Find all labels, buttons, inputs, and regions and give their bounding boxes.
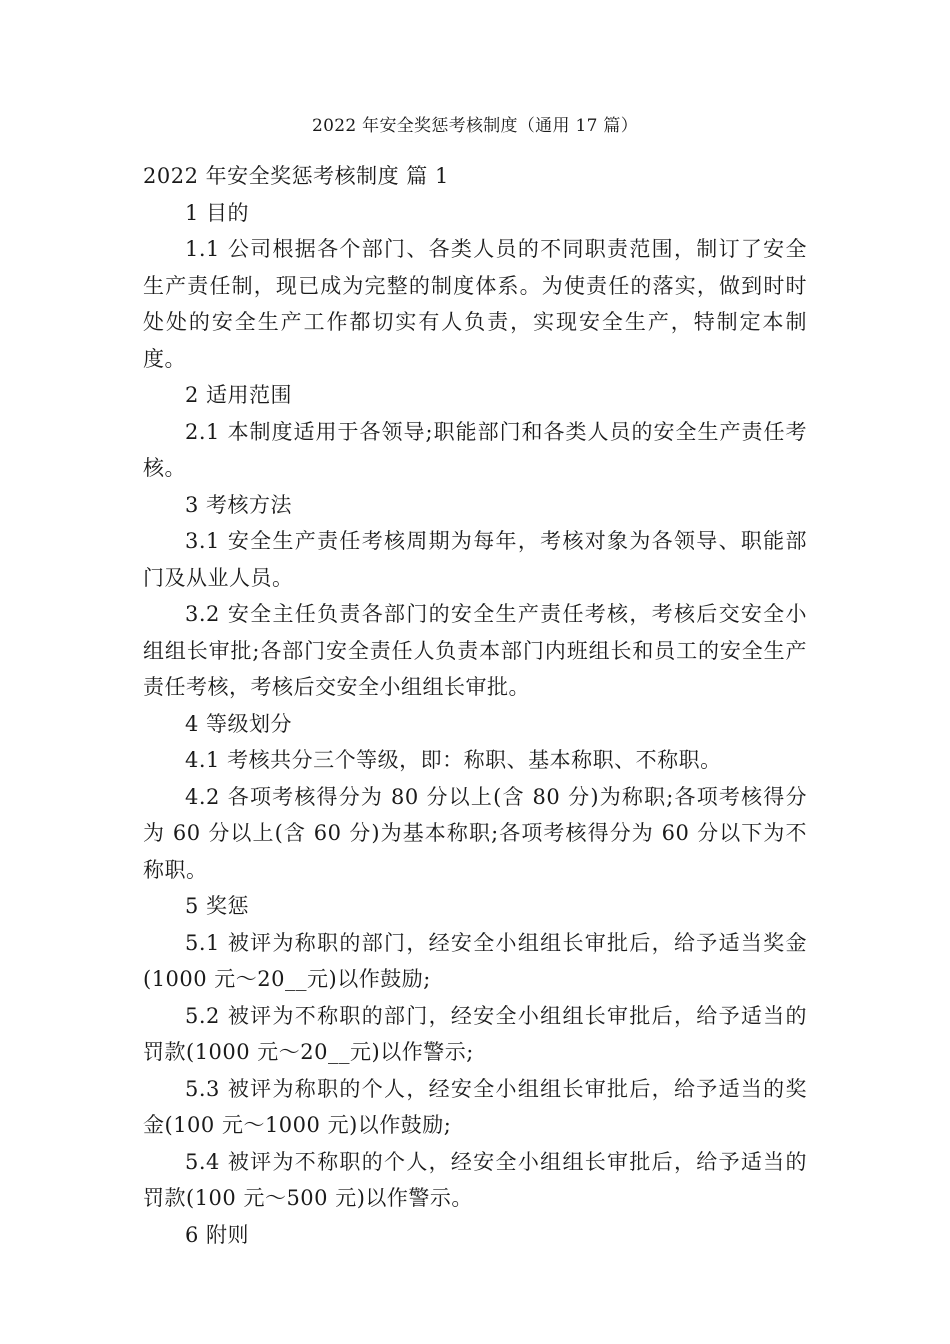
document-body [143,158,807,1253]
section-heading-appendix: 6 附则 [185,1222,250,1247]
paragraph-5-4: 5.4 被评为不称职的个人，经安全小组组长审批后，给予适当的罚款(100 元～500 元)以作警示。 [143,1149,807,1210]
document-title: 2022 年安全奖惩考核制度（通用 17 篇） [311,116,638,136]
section-heading-scope: 2 适用范围 [185,383,293,407]
section-heading-grades: 4 等级划分 [185,711,293,736]
section-heading-method: 3 考核方法 [185,492,293,517]
section-heading-rewards: 5 奖惩 [185,894,250,918]
section-heading-purpose: 1 目的 [185,200,250,225]
paragraph-5-1: 5.1 被评为称职的部门，经安全小组组长审批后，给予适当奖金(1000 元～20__元)以作鼓励; [143,930,807,991]
paragraph-4-2: 4.2 各项考核得分为 80 分以上(含 80 分)为称职;各项考核得分为 60 分以上(含 60 分)为基本称职;各项考核得分为 60 分以下为不称职。 [143,784,807,882]
paragraph-3-1: 3.1 安全生产责任考核周期为每年，考核对象为各领导、职能部门及从业人员。 [143,529,807,590]
paragraph-3-2: 3.2 安全主任负责各部门的安全生产责任考核，考核后交安全小组组长审批;各部门安全责任人负责本部门内班组长和员工的安全生产责任考核，考核后交安全小组组长审批。 [143,602,807,699]
paragraph-2-1: 2.1 本制度适用于各领导;职能部门和各类人员的安全生产责任考核。 [143,419,807,480]
paragraph-1-1: 1.1 公司根据各个部门、各类人员的不同职责范围，制订了安全生产责任制，现已成为完整的制度体系。为使责任的落实，做到时时处处的安全生产工作都切实有人负责，实现安全生产，特制定本制度。 [143,237,807,371]
paragraph-5-2: 5.2 被评为不称职的部门，经安全小组组长审批后，给予适当的罚款(1000 元～20__元)以作警示; [143,1003,807,1064]
paragraph-5-3: 5.3 被评为称职的个人，经安全小组组长审批后，给予适当的奖金(100 元～1000 元)以作鼓励; [143,1076,807,1137]
chapter-heading: 2022 年安全奖惩考核制度 篇 1 [143,164,449,188]
paragraph-4-1: 4.1 考核共分三个等级，即：称职、基本称职、不称职。 [185,748,722,772]
